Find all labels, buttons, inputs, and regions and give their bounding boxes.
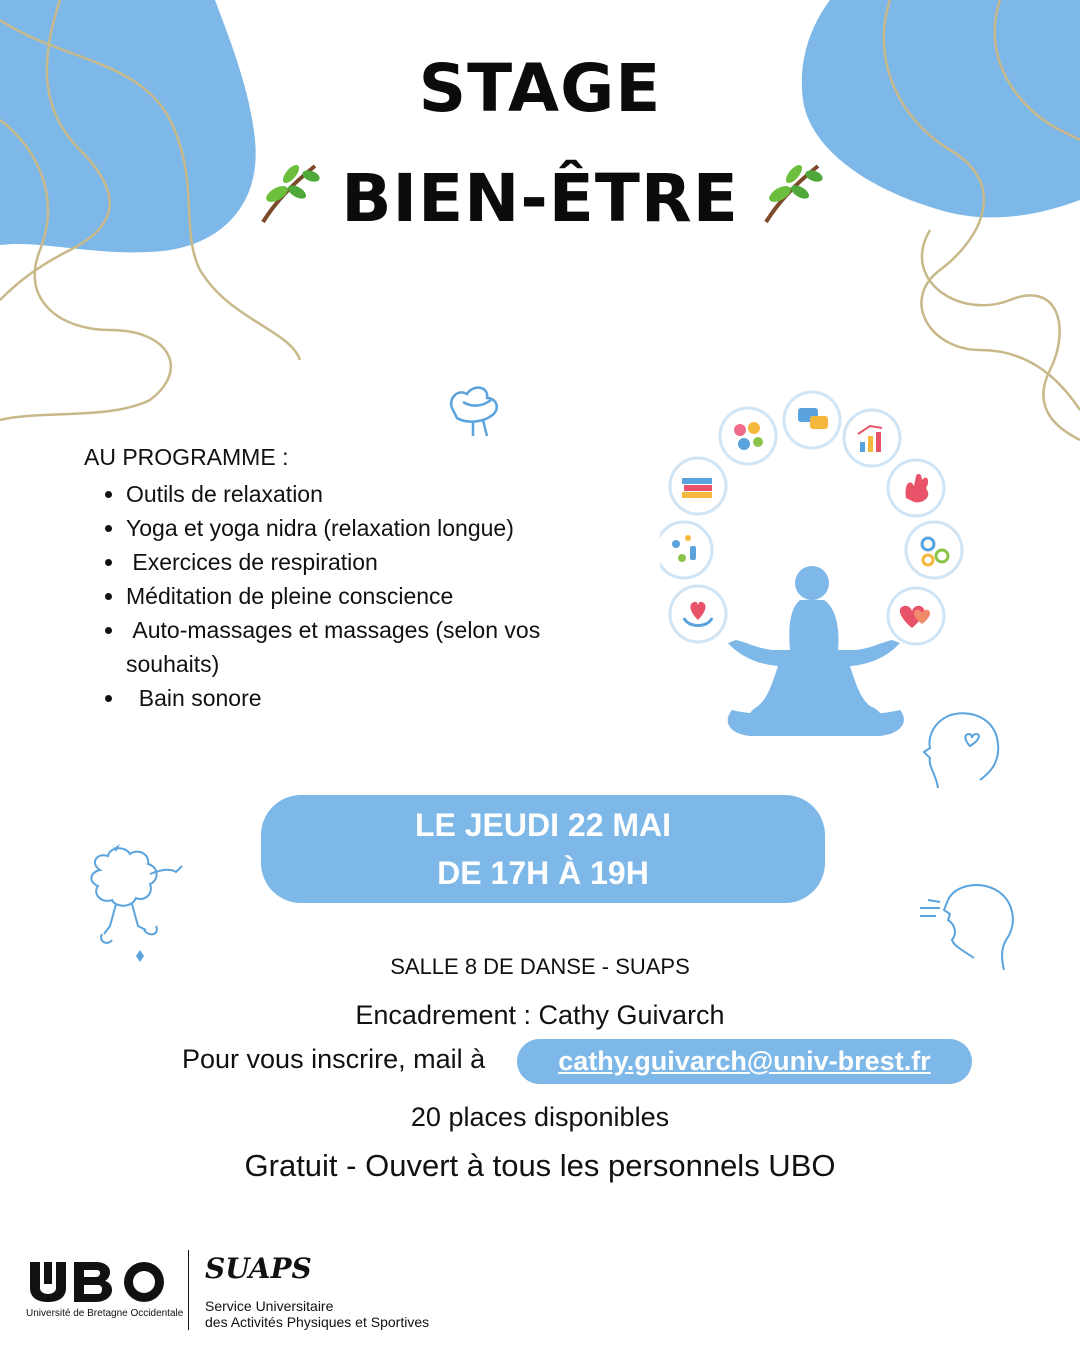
list-item: • Méditation de pleine conscience xyxy=(126,579,596,613)
branch-icon xyxy=(758,158,828,228)
programme-heading: AU PROGRAMME : xyxy=(84,444,289,470)
list-item: • Yoga et yoga nidra (relaxation longue) xyxy=(126,511,596,545)
list-item: • Bain sonore xyxy=(126,681,596,715)
meditation-figure-icon xyxy=(660,388,970,748)
programme-section xyxy=(84,444,596,715)
venue-text: SALLE 8 DE DANSE - SUAPS xyxy=(390,954,690,979)
ubo-name: Université de Bretagne Occidentale xyxy=(26,1308,184,1319)
list-item: • Auto-massages et massages (selon vos souhaits) xyxy=(126,613,596,681)
title-line-1: STAGE xyxy=(418,50,662,127)
suaps-name-line-2: des Activités Physiques et Sportives xyxy=(205,1314,430,1330)
suaps-name-line-1: Service Universitaire xyxy=(205,1298,334,1314)
books-icon xyxy=(682,478,712,498)
list-item: • Exercices de respiration xyxy=(126,545,596,579)
face-heart-icon xyxy=(918,708,1004,796)
logo-divider xyxy=(188,1250,189,1330)
programme-list xyxy=(84,477,596,715)
title-line-2: BIEN-ÊTRE xyxy=(341,160,739,237)
suaps-logo: SUAPS xyxy=(205,1252,312,1285)
branch-icon xyxy=(255,158,325,228)
encadrement-text: Encadrement : Cathy Guivarch xyxy=(355,1000,725,1030)
places-text: 20 places disponibles xyxy=(410,1102,670,1132)
hug-icon xyxy=(443,380,509,440)
suaps-name xyxy=(205,1298,429,1330)
email-link[interactable]: cathy.guivarch@univ-brest.fr xyxy=(517,1039,972,1084)
date-banner xyxy=(261,795,825,903)
ubo-logo xyxy=(26,1258,176,1304)
list-item: • Outils de relaxation xyxy=(126,477,596,511)
inscription-label: Pour vous inscrire, mail à xyxy=(182,1044,486,1074)
date-line-1: LE JEUDI 22 MAI xyxy=(414,807,672,843)
gratuit-text: Gratuit - Ouvert à tous les personnels UBO xyxy=(244,1148,836,1183)
date-line-2: DE 17H À 19H xyxy=(437,855,649,891)
brain-character-icon xyxy=(80,830,190,970)
